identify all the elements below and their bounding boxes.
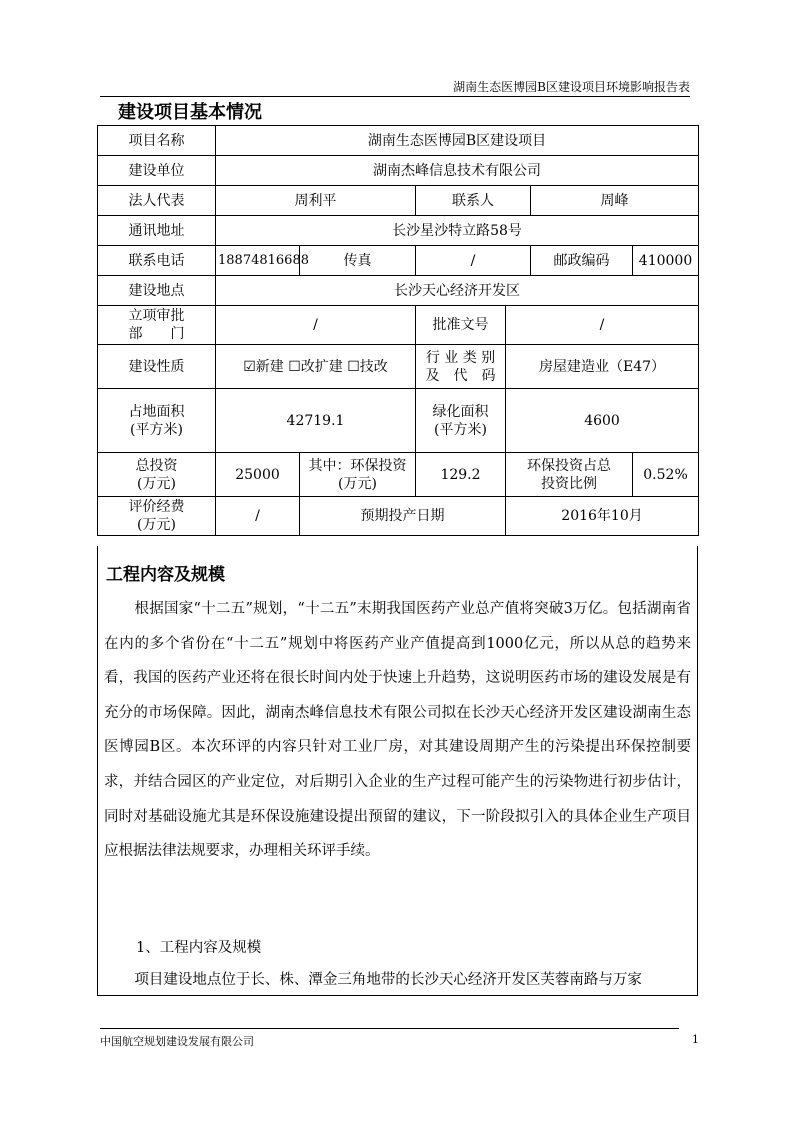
env-ratio-value: 0.52% [633,453,699,497]
table-row [98,345,699,389]
invest-value: 25000 [216,453,300,497]
table-row [98,186,699,216]
nature-value [216,345,416,389]
section-title: 建设项目基本情况 [118,102,262,123]
nature-tech-checkbox: ☐技改 [347,358,388,375]
table-row [98,126,699,156]
table-row [98,453,699,497]
nature-label: 建设性质 [98,345,216,389]
area-value: 42719.1 [216,389,416,453]
legal-rep-label: 法人代表 [98,186,216,216]
env-invest-value: 129.2 [416,453,506,497]
content-paragraph-1: 根据国家“十二五”规划，“十二五”末期我国医药产业总产值将突破3万亿。包括湖南省在内的多个省份在“十二五”规划中将医药产业产值提高到1000亿元，所以从总的趋势来看，我国的医药产业还将在很长时间内处于快速上升趋势，这说明医药市场的建设发展是有充分的市场保障。因此，湖南杰峰信息技术有限公司拟在长沙天心经济开发区建设湖南生态医博园B区。本次环评的内容只针对工业厂房，对其建设周期产生的污染提出环保控制要求，并结合园区的产业定位，对后期引入企业的生产过程可能产生的污染物进行初步估计，同时对基础设施尤其是环保设施建设提出预留的建议，下一阶段拟引入的具体企业生产项目应根据法律法规要求，办理相关环评手续。 [104,601,691,860]
contact-label: 联系人 [416,186,531,216]
phone-label: 联系电话 [98,246,216,276]
table-row [98,246,699,276]
eval-fee-label-line1: 评价经费 [128,499,185,515]
eval-fee-label [98,497,216,536]
green-label [416,389,506,453]
content-paragraph-2: 项目建设地点位于长、株、潭金三角地带的长沙天心经济开发区芙蓉南路与万家 [134,972,642,988]
project-info-table [97,125,699,536]
industry-label-line2: 及 代 码 [425,367,496,384]
content-subheading: 1、工程内容及规模 [136,940,262,956]
address-value: 长沙星沙特立路58号 [216,216,699,246]
approval-dept-label-line2: 部 门 [128,326,185,342]
postcode-value: 410000 [633,246,699,276]
builder-value: 湖南杰峰信息技术有限公司 [216,156,699,186]
document-header-title: 湖南生态医博园B区建设项目环境影响报告表 [453,80,690,94]
approval-dept-value: / [216,306,416,345]
invest-label-line1: 总投资 [135,457,178,474]
industry-label [416,345,506,389]
project-name-value: 湖南生态医博园B区建设项目 [216,126,699,156]
table-row [98,306,699,345]
project-name-label: 项目名称 [98,126,216,156]
approval-dept-label-line1: 立项审批 [128,308,185,324]
table-row [98,156,699,186]
env-invest-label [300,453,416,497]
industry-label-line1: 行 业 类 别 [425,349,496,366]
header-divider [100,96,690,97]
eval-fee-value: / [216,497,300,536]
content-title: 工程内容及规模 [106,565,225,585]
env-invest-label-line1: 其中：环保投资 [308,457,407,474]
contact-value: 周峰 [531,186,699,216]
footer-organization: 中国航空规划建设发展有限公司 [100,1035,254,1048]
page-number: 1 [692,1033,699,1046]
fax-label: 传真 [300,246,416,276]
green-label-line2: (平方米) [434,421,487,438]
legal-rep-value: 周利平 [216,186,416,216]
env-invest-label-line2: (万元) [338,475,377,492]
project-content-section [97,546,698,996]
fax-value: / [416,246,531,276]
approval-no-label: 批准文号 [416,306,506,345]
area-label-line1: 占地面积 [128,403,185,420]
site-value: 长沙天心经济开发区 [216,276,699,306]
approval-dept-label [98,306,216,345]
approval-no-value: / [506,306,699,345]
nature-new-checkbox: ☑新建 [243,358,284,375]
operation-date-value: 2016年10月 [506,497,699,536]
postcode-label: 邮政编码 [531,246,633,276]
invest-label-line2: (万元) [137,475,176,492]
table-row [98,497,699,536]
footer-divider [100,1028,679,1029]
table-row [98,216,699,246]
invest-label [98,453,216,497]
industry-value: 房屋建造业（E47） [506,345,699,389]
area-label-line2: (平方米) [130,421,183,438]
builder-label: 建设单位 [98,156,216,186]
address-label: 通讯地址 [98,216,216,246]
env-ratio-label-line1: 环保投资占总 [527,457,611,474]
site-label: 建设地点 [98,276,216,306]
area-label [98,389,216,453]
operation-date-label: 预期投产日期 [300,497,506,536]
phone-value: 18874816688 [216,246,300,276]
env-ratio-label-line2: 投资比例 [541,475,597,492]
green-value: 4600 [506,389,699,453]
green-label-line1: 绿化面积 [432,403,489,420]
table-row [98,276,699,306]
nature-expand-checkbox: ☐改扩建 [288,358,343,375]
env-ratio-label [506,453,633,497]
eval-fee-label-line2: (万元) [137,517,176,533]
table-row [98,389,699,453]
